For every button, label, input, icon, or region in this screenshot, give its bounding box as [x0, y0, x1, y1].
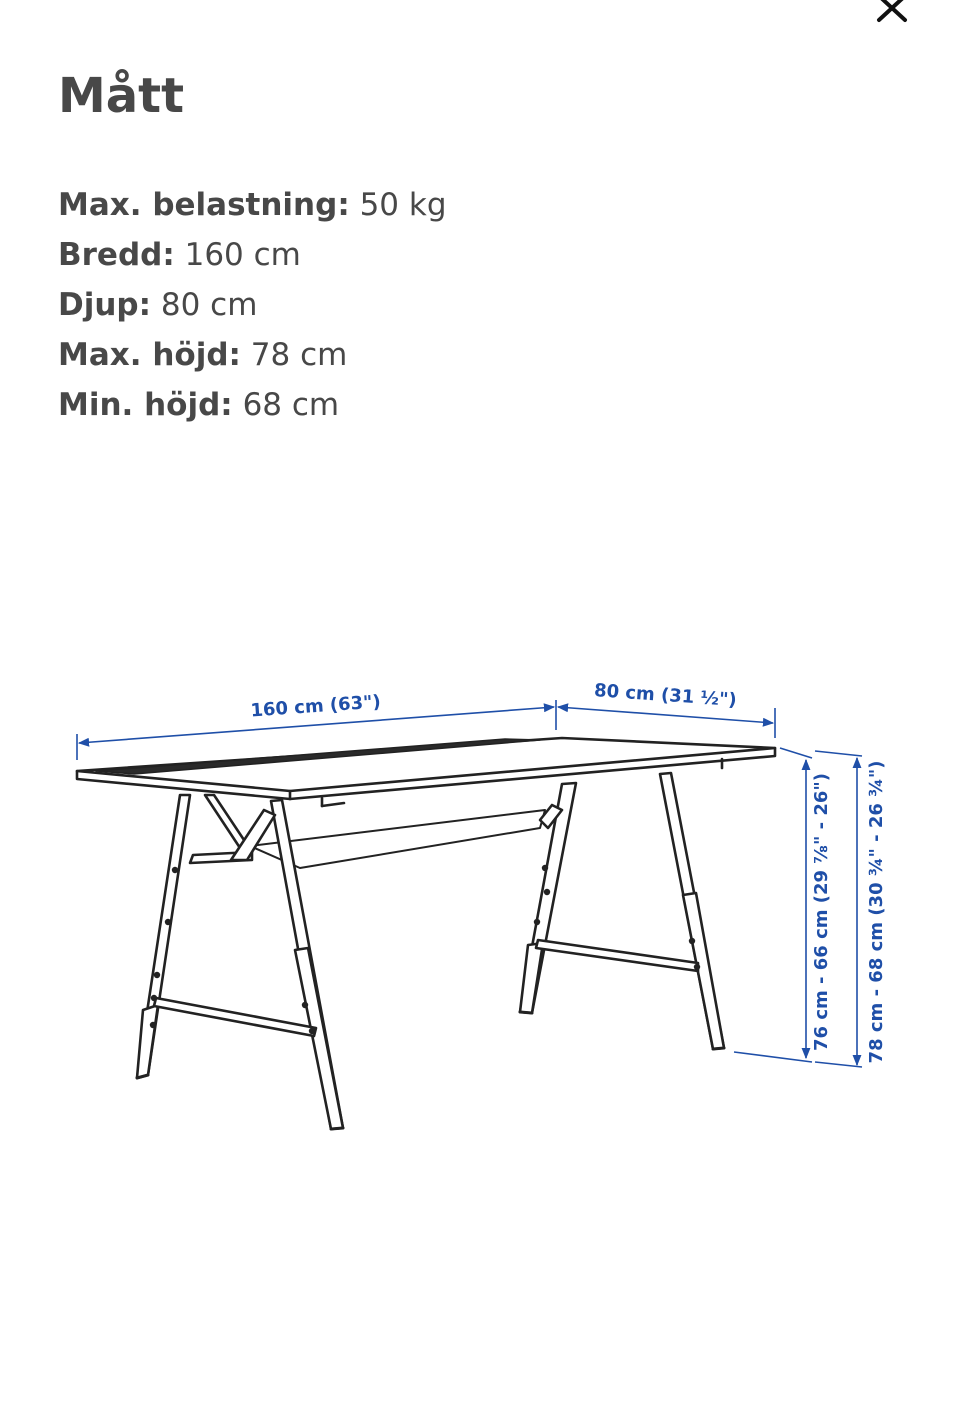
depth-label: 80 cm (31 ½") [593, 680, 738, 711]
spec-row-width [58, 230, 447, 280]
close-icon [862, 0, 922, 38]
spec-row-depth [58, 280, 447, 330]
spec-row-max-load [58, 180, 447, 230]
spec-row-max-height [58, 330, 447, 380]
spec-list [58, 180, 447, 430]
desk-illustration [77, 738, 775, 1129]
desk-dimension-drawing [0, 660, 960, 1220]
spec-label: Max. belastning: [58, 187, 350, 223]
spec-label: Max. höjd: [58, 337, 241, 373]
spec-label: Min. höjd: [58, 387, 233, 423]
spec-value: 160 cm [184, 237, 301, 273]
spec-label: Bredd: [58, 237, 175, 273]
spec-label: Djup: [58, 287, 152, 323]
spec-row-min-height [58, 380, 447, 430]
crossbar-right-lower [536, 940, 698, 971]
height-inner-label: 76 cm - 66 cm (29 ⅞" - 26") [811, 773, 832, 1051]
leg-bolts [150, 865, 700, 1034]
spec-value: 78 cm [250, 337, 348, 373]
depth-dimension-line [558, 707, 773, 723]
width-label: 160 cm (63") [249, 691, 382, 722]
crossbar-left-lower [154, 998, 316, 1036]
close-button[interactable] [862, 0, 922, 38]
height-outer-label: 78 cm - 68 cm (30 ¾" - 26 ¾") [866, 760, 887, 1064]
spec-value: 50 kg [359, 187, 447, 223]
spec-value: 80 cm [160, 287, 258, 323]
spec-value: 68 cm [242, 387, 340, 423]
page-title: Mått [58, 68, 185, 124]
